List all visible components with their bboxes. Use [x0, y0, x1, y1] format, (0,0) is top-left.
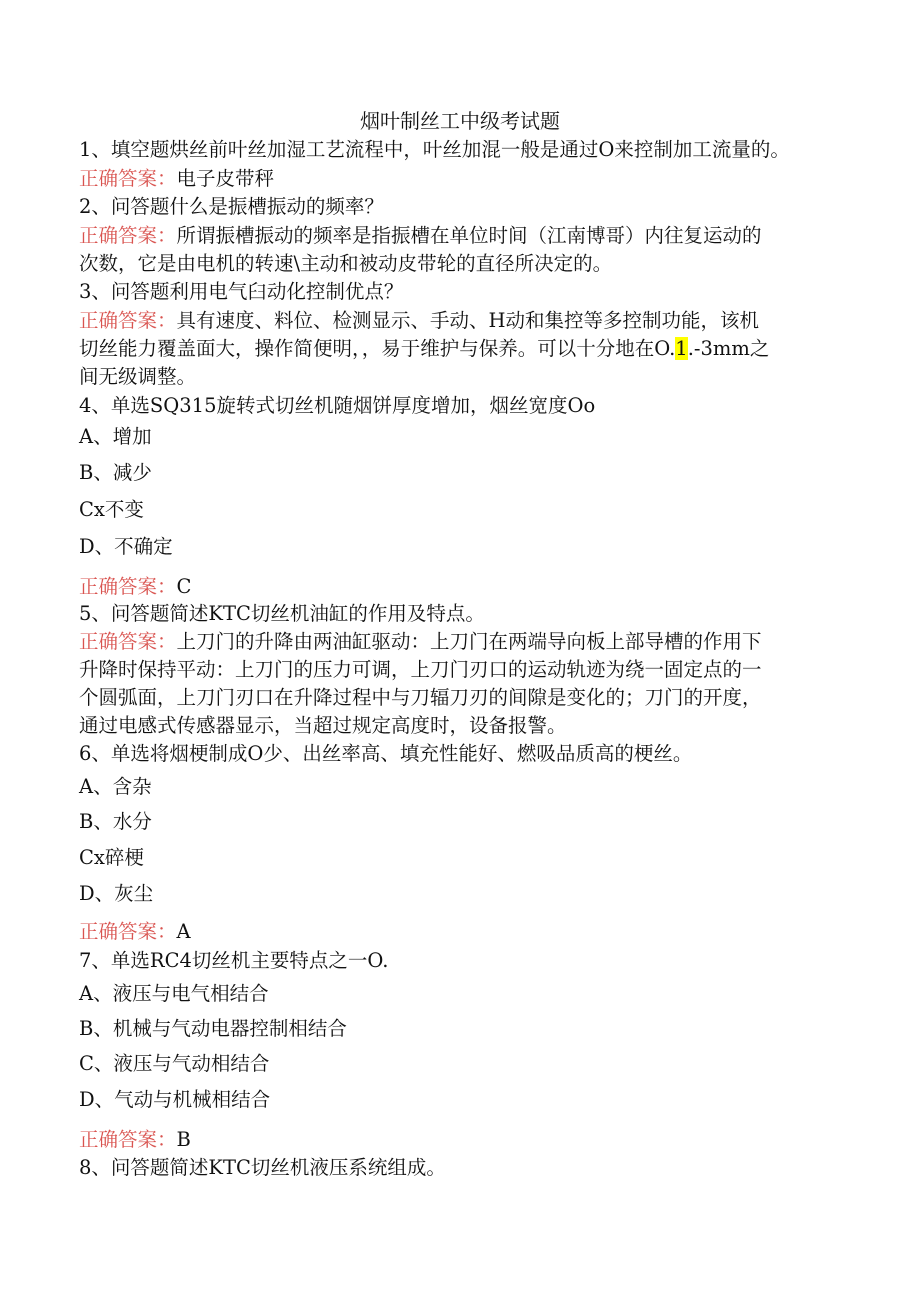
highlighted-text: 1	[675, 337, 688, 360]
answer-text: 上刀门的升降由两油缸驱动：上刀门在两端导向板上部导槽的作用下	[176, 630, 762, 653]
answer-5-cont: 升降时保持平动：上刀门的压力可调，上刀门刃口的运动轨迹为绕一固定点的一	[79, 658, 762, 681]
question-1: 1、填空题烘丝前叶丝加湿工艺流程中，叶丝加混一般是通过O来控制加工流量的。	[79, 138, 790, 161]
answer-4	[79, 574, 191, 600]
answer-5	[79, 629, 762, 655]
answer-text: B	[176, 1128, 191, 1151]
option-b: B、水分	[79, 810, 152, 833]
option-a: A、含杂	[79, 775, 152, 798]
answer-text: 切丝能力覆盖面大，操作简便明，，易于维护与保养。可以十分地在O.	[79, 337, 676, 360]
answer-text: A	[176, 920, 191, 943]
answer-label: 正确答案：	[79, 224, 177, 247]
option-d: D、灰尘	[79, 882, 154, 905]
option-a: A、增加	[79, 425, 152, 448]
question-6: 6、单选将烟梗制成O少、出丝率高、填充性能好、燃吸品质高的梗丝。	[79, 742, 693, 765]
answer-text: .-3mm之	[687, 337, 770, 360]
answer-7	[79, 1127, 191, 1153]
answer-label: 正确答案：	[79, 920, 177, 943]
answer-2-cont: 次数，它是由电机的转速\主动和被动皮带轮的直径所决定的。	[79, 252, 613, 275]
question-5: 5、问答题简述KTC切丝机油缸的作用及特点。	[79, 602, 485, 625]
answer-text: 具有速度、料位、检测显示、手动、H动和集控等多控制功能，该机	[176, 309, 760, 332]
option-c: Cx碎梗	[79, 846, 144, 869]
answer-label: 正确答案：	[79, 630, 177, 653]
answer-text: 所谓振槽振动的频率是指振槽在单位时间（江南博哥）内往复运动的	[176, 224, 762, 247]
answer-label: 正确答案：	[79, 1128, 177, 1151]
option-d: D、不确定	[79, 535, 173, 558]
option-c: Cx不变	[79, 498, 144, 521]
question-8: 8、问答题简述KTC切丝机液压系统组成。	[79, 1156, 446, 1179]
answer-label: 正确答案：	[79, 575, 177, 598]
answer-3-cont: 间无级调整。	[79, 365, 197, 388]
option-d: D、气动与机械相结合	[79, 1088, 271, 1111]
answer-2	[79, 223, 762, 249]
question-3: 3、问答题利用电气臼动化控制优点？	[79, 280, 404, 303]
answer-5-cont: 通过电感式传感器显示，当超过规定高度时，设备报警。	[79, 714, 567, 737]
question-2: 2、问答题什么是振槽振动的频率？	[79, 195, 384, 218]
answer-text: 电子皮带秤	[176, 167, 275, 190]
answer-1	[79, 166, 274, 192]
answer-6	[79, 919, 191, 945]
answer-text: C	[176, 575, 192, 598]
answer-5-cont: 个圆弧面，上刀门刃口在升降过程中与刀辐刀刃的间隙是变化的；刀门的开度，	[79, 686, 762, 709]
answer-label: 正确答案：	[79, 309, 177, 332]
answer-3-cont	[79, 336, 769, 362]
question-7: 7、单选RC4切丝机主要特点之一O.	[79, 949, 389, 972]
question-4: 4、单选SQ315旋转式切丝机随烟饼厚度增加，烟丝宽度Oo	[79, 394, 596, 417]
option-b: B、机械与气动电器控制相结合	[79, 1017, 347, 1040]
answer-3	[79, 308, 759, 334]
option-b: B、减少	[79, 461, 152, 484]
answer-label: 正确答案：	[79, 167, 177, 190]
option-c: C、液压与气动相结合	[79, 1052, 270, 1075]
page-title: 烟叶制丝工中级考试题	[360, 109, 560, 133]
option-a: A、液压与电气相结合	[79, 982, 269, 1005]
